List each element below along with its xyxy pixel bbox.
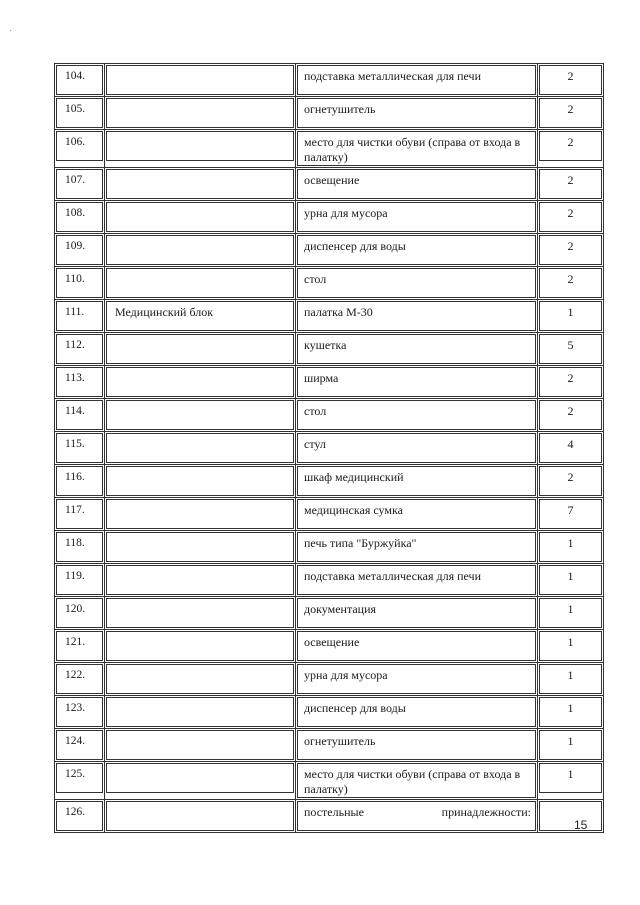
section-cell-inner <box>106 697 294 727</box>
row-number-cell-inner: 110. <box>56 268 103 298</box>
section-cell-inner <box>106 131 294 161</box>
item-cell-inner: огнетушитель <box>297 98 536 128</box>
row-number-cell-inner: 124. <box>56 730 103 760</box>
item-cell <box>296 498 538 531</box>
section-cell <box>105 234 296 267</box>
quantity-cell-inner: 2 <box>539 169 602 199</box>
section-cell-inner <box>106 400 294 430</box>
row-number-cell <box>55 97 105 130</box>
item-cell-inner: освещение <box>297 169 536 199</box>
row-number-cell <box>55 64 105 97</box>
quantity-cell-inner: 2 <box>539 400 602 430</box>
item-cell <box>296 234 538 267</box>
table-row <box>55 234 604 267</box>
section-cell <box>105 498 296 531</box>
quantity-cell <box>538 168 604 201</box>
section-cell-inner <box>106 334 294 364</box>
quantity-cell-inner: 1 <box>539 598 602 628</box>
table-row <box>55 64 604 97</box>
quantity-cell <box>538 800 604 833</box>
quantity-cell <box>538 267 604 300</box>
section-cell-inner <box>106 532 294 562</box>
table-row <box>55 130 604 168</box>
row-number-cell-inner: 107. <box>56 169 103 199</box>
table-row <box>55 300 604 333</box>
quantity-cell-inner: 1 <box>539 697 602 727</box>
row-number-cell-inner: 104. <box>56 65 103 95</box>
row-number-cell-inner: 116. <box>56 466 103 496</box>
section-cell <box>105 696 296 729</box>
quantity-cell <box>538 696 604 729</box>
row-number-cell-inner: 120. <box>56 598 103 628</box>
quantity-cell-inner: 1 <box>539 763 602 793</box>
row-number-cell-inner: 115. <box>56 433 103 463</box>
section-cell-inner <box>106 763 294 793</box>
section-cell <box>105 267 296 300</box>
quantity-cell <box>538 564 604 597</box>
section-cell <box>105 64 296 97</box>
row-number-cell <box>55 333 105 366</box>
row-number-cell <box>55 630 105 663</box>
table-row <box>55 762 604 800</box>
item-cell <box>296 399 538 432</box>
section-cell <box>105 597 296 630</box>
section-cell-inner <box>106 65 294 95</box>
section-cell <box>105 729 296 762</box>
quantity-cell <box>538 597 604 630</box>
table-row <box>55 97 604 130</box>
quantity-cell <box>538 366 604 399</box>
item-cell <box>296 800 538 833</box>
row-number-cell-inner: 105. <box>56 98 103 128</box>
item-justified-line <box>304 805 531 820</box>
item-cell-inner: подставка металлическая для печи <box>297 565 536 595</box>
item-cell-inner: палатка М-30 <box>297 301 536 331</box>
item-cell-inner: кушетка <box>297 334 536 364</box>
row-number-cell <box>55 696 105 729</box>
item-cell-inner: урна для мусора <box>297 664 536 694</box>
item-cell-inner: шкаф медицинский <box>297 466 536 496</box>
quantity-cell <box>538 333 604 366</box>
section-cell-inner: Медицинский блок <box>106 301 294 331</box>
item-cell-inner: диспенсер для воды <box>297 235 536 265</box>
quantity-cell <box>538 465 604 498</box>
row-number-cell-inner: 119. <box>56 565 103 595</box>
section-cell <box>105 97 296 130</box>
row-number-cell <box>55 300 105 333</box>
item-cell <box>296 663 538 696</box>
inventory-table <box>54 63 604 833</box>
quantity-cell-inner: 7 <box>539 499 602 529</box>
section-cell-inner <box>106 631 294 661</box>
row-number-cell <box>55 729 105 762</box>
row-number-cell <box>55 465 105 498</box>
item-cell <box>296 564 538 597</box>
quantity-cell <box>538 399 604 432</box>
quantity-cell-inner: 1 <box>539 532 602 562</box>
item-cell-inner: освещение <box>297 631 536 661</box>
row-number-cell-inner: 117. <box>56 499 103 529</box>
section-cell-inner <box>106 598 294 628</box>
row-number-cell-inner: 126. <box>56 801 103 831</box>
quantity-cell <box>538 729 604 762</box>
row-number-cell <box>55 130 105 168</box>
item-cell-inner: место для чистки обуви (справа от входа в палатку) <box>297 131 536 166</box>
row-number-cell <box>55 597 105 630</box>
row-number-cell <box>55 168 105 201</box>
table-row <box>55 696 604 729</box>
page-number: 15 <box>574 818 588 832</box>
table-row <box>55 564 604 597</box>
quantity-cell <box>538 64 604 97</box>
quantity-cell <box>538 531 604 564</box>
section-cell <box>105 168 296 201</box>
section-cell-inner <box>106 499 294 529</box>
row-number-cell-inner: 123. <box>56 697 103 727</box>
section-cell <box>105 399 296 432</box>
section-cell-inner <box>106 169 294 199</box>
quantity-cell-inner: 5 <box>539 334 602 364</box>
item-cell <box>296 630 538 663</box>
item-cell-inner <box>297 801 536 831</box>
section-cell-inner <box>106 235 294 265</box>
section-cell <box>105 465 296 498</box>
section-cell <box>105 531 296 564</box>
item-cell <box>296 267 538 300</box>
section-cell-inner <box>106 801 294 831</box>
section-cell <box>105 663 296 696</box>
item-cell <box>296 597 538 630</box>
table-row <box>55 399 604 432</box>
section-cell <box>105 432 296 465</box>
inventory-table-body <box>55 64 604 833</box>
table-row <box>55 333 604 366</box>
item-word: принадлежности: <box>441 805 531 819</box>
table-row <box>55 531 604 564</box>
item-word: постельные <box>304 805 364 819</box>
section-cell-inner <box>106 98 294 128</box>
table-row <box>55 267 604 300</box>
quantity-cell <box>538 663 604 696</box>
table-row <box>55 366 604 399</box>
item-cell-inner: огнетушитель <box>297 730 536 760</box>
row-number-cell-inner: 118. <box>56 532 103 562</box>
section-cell <box>105 300 296 333</box>
table-row <box>55 663 604 696</box>
row-number-cell-inner: 125. <box>56 763 103 793</box>
section-cell <box>105 564 296 597</box>
section-cell <box>105 366 296 399</box>
quantity-cell-inner: 1 <box>539 301 602 331</box>
row-number-cell-inner: 122. <box>56 664 103 694</box>
section-cell-inner <box>106 565 294 595</box>
row-number-cell-inner: 113. <box>56 367 103 397</box>
row-number-cell <box>55 762 105 800</box>
table-row <box>55 597 604 630</box>
quantity-cell-inner: 2 <box>539 235 602 265</box>
row-number-cell-inner: 109. <box>56 235 103 265</box>
section-cell-inner <box>106 730 294 760</box>
item-cell <box>296 300 538 333</box>
item-cell <box>296 432 538 465</box>
row-number-cell-inner: 112. <box>56 334 103 364</box>
quantity-cell-inner: 2 <box>539 466 602 496</box>
item-cell <box>296 130 538 168</box>
row-number-cell <box>55 498 105 531</box>
section-cell <box>105 333 296 366</box>
quantity-cell-inner: 2 <box>539 131 602 161</box>
table-row <box>55 432 604 465</box>
quantity-cell <box>538 201 604 234</box>
table-row <box>55 168 604 201</box>
row-number-cell-inner: 114. <box>56 400 103 430</box>
quantity-cell-inner: 1 <box>539 730 602 760</box>
quantity-cell-inner: 1 <box>539 664 602 694</box>
item-cell <box>296 97 538 130</box>
item-cell <box>296 333 538 366</box>
row-number-cell <box>55 234 105 267</box>
row-number-cell <box>55 399 105 432</box>
section-cell <box>105 201 296 234</box>
quantity-cell-inner <box>539 801 602 831</box>
row-number-cell <box>55 267 105 300</box>
quantity-cell-inner: 2 <box>539 202 602 232</box>
quantity-cell-inner: 2 <box>539 268 602 298</box>
quantity-cell <box>538 234 604 267</box>
table-row <box>55 800 604 833</box>
item-cell-inner: диспенсер для воды <box>297 697 536 727</box>
section-cell <box>105 800 296 833</box>
item-cell-inner: печь типа "Буржуйка" <box>297 532 536 562</box>
section-cell-inner <box>106 367 294 397</box>
item-cell-inner: место для чистки обуви (справа от входа в палатку) <box>297 763 536 798</box>
row-number-cell <box>55 366 105 399</box>
section-cell <box>105 630 296 663</box>
quantity-cell <box>538 130 604 168</box>
quantity-cell-inner: 1 <box>539 565 602 595</box>
row-number-cell <box>55 531 105 564</box>
section-cell-inner <box>106 466 294 496</box>
item-cell <box>296 729 538 762</box>
row-number-cell <box>55 564 105 597</box>
row-number-cell-inner: 111. <box>56 301 103 331</box>
row-number-cell-inner: 121. <box>56 631 103 661</box>
item-cell-inner: подставка металлическая для печи <box>297 65 536 95</box>
table-row <box>55 498 604 531</box>
item-cell-inner: стол <box>297 268 536 298</box>
row-number-cell <box>55 432 105 465</box>
quantity-cell-inner: 1 <box>539 631 602 661</box>
item-cell <box>296 168 538 201</box>
table-row <box>55 729 604 762</box>
section-cell <box>105 130 296 168</box>
row-number-cell-inner: 108. <box>56 202 103 232</box>
quantity-cell <box>538 432 604 465</box>
row-number-cell <box>55 201 105 234</box>
item-cell <box>296 531 538 564</box>
quantity-cell <box>538 762 604 800</box>
item-cell <box>296 696 538 729</box>
section-cell-inner <box>106 433 294 463</box>
row-number-cell-inner: 106. <box>56 131 103 161</box>
quantity-cell-inner: 2 <box>539 65 602 95</box>
quantity-cell-inner: 2 <box>539 367 602 397</box>
quantity-cell <box>538 498 604 531</box>
quantity-cell-inner: 2 <box>539 98 602 128</box>
section-cell-inner <box>106 664 294 694</box>
item-cell-inner: медицинская сумка <box>297 499 536 529</box>
item-cell-inner: ширма <box>297 367 536 397</box>
item-cell-inner: урна для мусора <box>297 202 536 232</box>
item-cell-inner: стол <box>297 400 536 430</box>
item-cell <box>296 465 538 498</box>
item-cell-inner: документация <box>297 598 536 628</box>
table-row <box>55 465 604 498</box>
item-cell <box>296 366 538 399</box>
table-row <box>55 630 604 663</box>
section-cell <box>105 762 296 800</box>
item-cell-inner: стул <box>297 433 536 463</box>
scan-speck <box>10 30 11 31</box>
quantity-cell <box>538 630 604 663</box>
quantity-cell-inner: 4 <box>539 433 602 463</box>
row-number-cell <box>55 663 105 696</box>
item-cell <box>296 64 538 97</box>
item-cell <box>296 201 538 234</box>
item-cell <box>296 762 538 800</box>
section-cell-inner <box>106 268 294 298</box>
table-row <box>55 201 604 234</box>
quantity-cell <box>538 300 604 333</box>
quantity-cell <box>538 97 604 130</box>
section-cell-inner <box>106 202 294 232</box>
row-number-cell <box>55 800 105 833</box>
